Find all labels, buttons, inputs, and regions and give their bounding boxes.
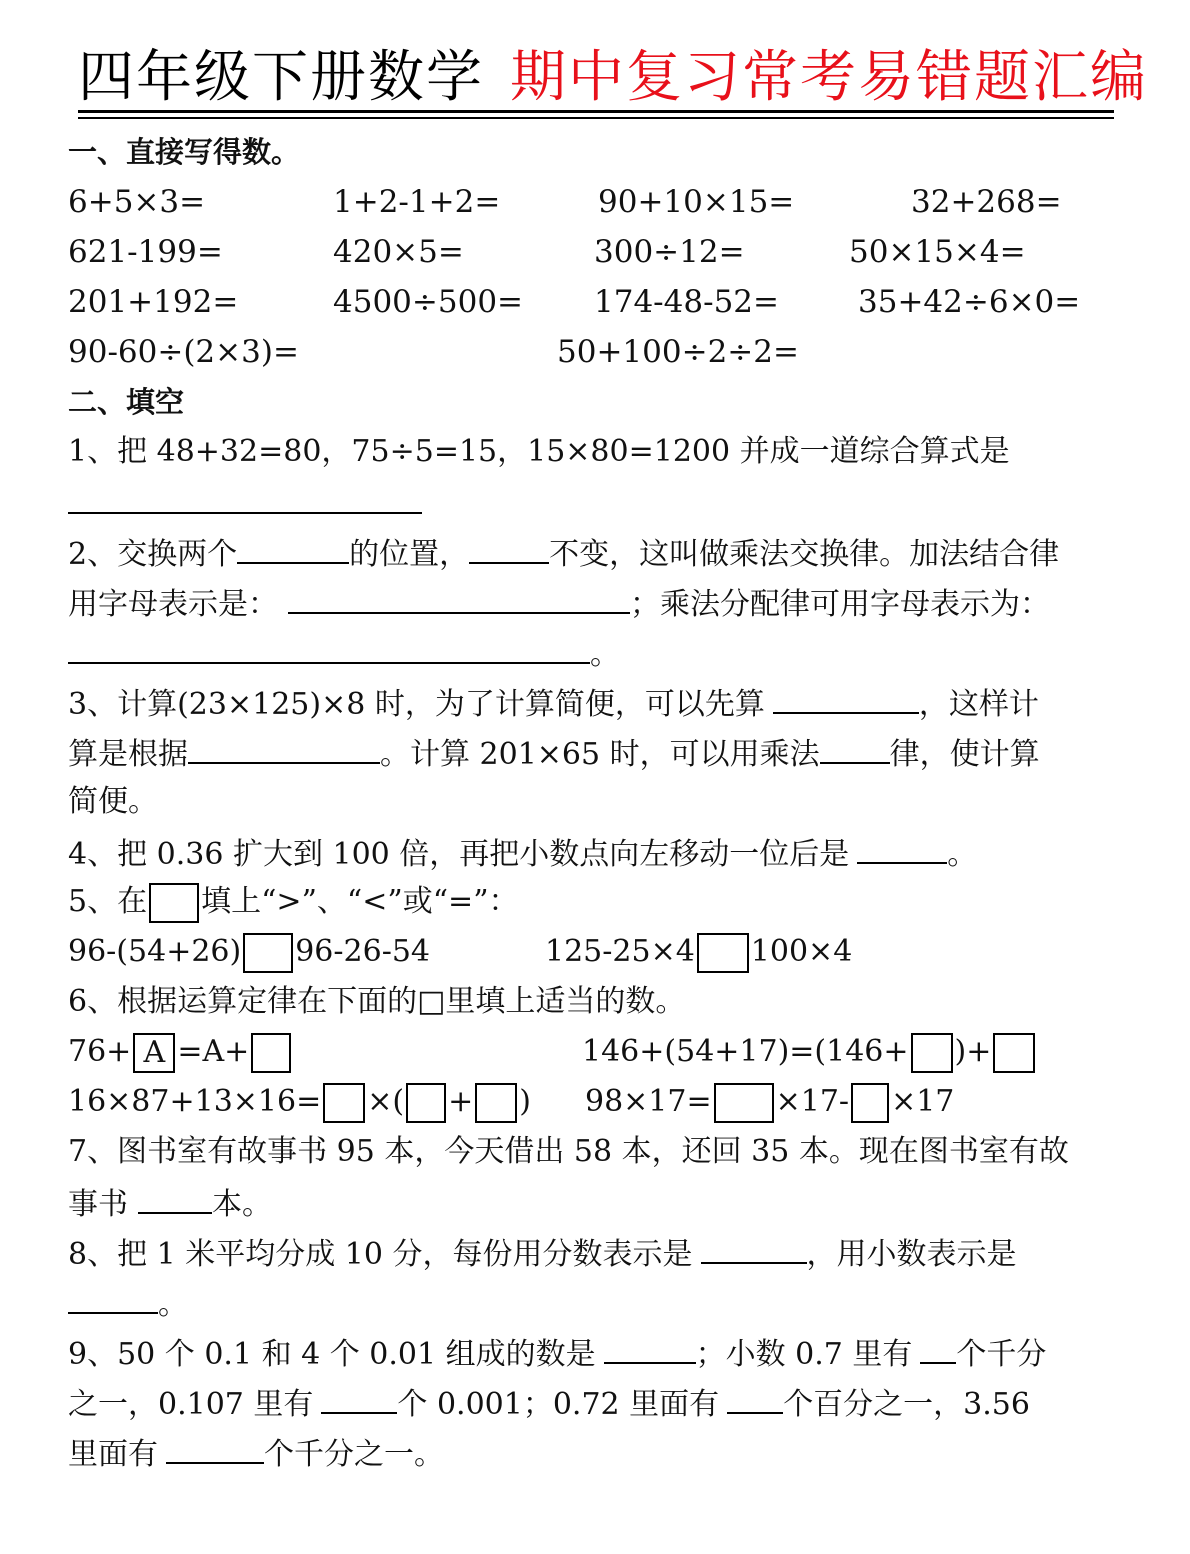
calc-item: 174-48-52= [594, 284, 779, 320]
expression: )+ [954, 1034, 992, 1069]
question-6-eq-3 [68, 1082, 531, 1123]
calc-item: 6+5×3= [68, 184, 206, 220]
question-7 [68, 1132, 1069, 1172]
question-4 [68, 832, 977, 875]
title-underline-thick [78, 110, 1114, 113]
question-5-compare-2 [545, 932, 852, 973]
question-3-text: 简便。 [68, 784, 158, 819]
question-7-line2 [68, 1182, 272, 1225]
question-6-eq-2 [582, 1032, 1037, 1073]
question-3-text: 3、计算(23×125)×8 时，为了计算简便，可以先算 [68, 687, 765, 722]
question-2-text: 2、交换两个 [68, 537, 238, 572]
answer-box[interactable] [475, 1083, 517, 1123]
calc-item: 90+10×15= [598, 184, 795, 220]
answer-blank[interactable] [138, 1182, 212, 1214]
expression: 146+(54+17)=(146+ [582, 1034, 909, 1069]
question-9-text: 个 0.001；0.72 里面有 [397, 1387, 720, 1422]
question-2-text: 不变，这叫做乘法交换律。加法结合律 [549, 537, 1060, 572]
question-6-eq-1 [68, 1032, 293, 1073]
question-5-text: 5、在 [68, 884, 148, 919]
answer-blank[interactable] [773, 682, 919, 714]
section2-heading: 二、填空 [68, 385, 185, 419]
answer-blank[interactable] [820, 732, 890, 764]
expression: + [448, 1084, 474, 1119]
answer-blank[interactable] [920, 1332, 956, 1364]
question-9-text: 9、50 个 0.1 和 4 个 0.01 组成的数是 [68, 1337, 596, 1372]
expression: 76+ [68, 1034, 132, 1069]
question-4-text: 4、把 0.36 扩大到 100 倍，再把小数点向左移动一位后是 [68, 837, 850, 872]
question-2 [68, 532, 1059, 575]
question-8-line2 [68, 1282, 188, 1325]
answer-box[interactable] [993, 1033, 1035, 1073]
expression: ×17- [775, 1084, 850, 1119]
expression: 100×4 [750, 934, 853, 969]
calc-item: 201+192= [68, 284, 239, 320]
question-9-text: 之一，0.107 里有 [68, 1387, 314, 1422]
answer-blank[interactable] [857, 832, 947, 864]
answer-blank[interactable] [68, 1282, 158, 1314]
calc-item: 50×15×4= [849, 234, 1026, 270]
expression: 125-25×4 [545, 934, 695, 969]
section1-heading: 一、直接写得数。 [68, 135, 301, 169]
answer-blank[interactable] [188, 732, 380, 764]
expression: 96-(54+26) [68, 934, 242, 969]
expression: 98×17= [585, 1084, 712, 1119]
calc-item: 300÷12= [594, 234, 745, 270]
question-3-text: ，这样计 [918, 687, 1039, 722]
question-2-line2 [68, 582, 1050, 625]
question-6-eq-4 [585, 1082, 954, 1123]
question-2-line3 [68, 632, 620, 675]
answer-blank[interactable] [68, 632, 590, 664]
question-8-text: 8、把 1 米平均分成 10 分，每份用分数表示是 [68, 1237, 693, 1272]
question-6 [68, 982, 685, 1022]
expression: 16×87+13×16= [68, 1084, 322, 1119]
calc-item: 90-60÷(2×3)= [68, 334, 299, 370]
question-5-compare-1 [68, 932, 430, 973]
question-8-text: ，用小数表示是 [806, 1237, 1017, 1272]
question-8 [68, 1232, 1017, 1275]
expression: ) [519, 1084, 531, 1119]
calc-item: 621-199= [68, 234, 223, 270]
answer-blank[interactable] [469, 532, 549, 564]
title-grade: 四年级下册数学 [78, 45, 484, 110]
question-9-text: 个千分 [956, 1337, 1047, 1372]
calc-item: 50+100÷2÷2= [557, 334, 799, 370]
question-3-line3 [68, 782, 158, 822]
answer-box[interactable] [851, 1083, 889, 1123]
answer-box[interactable] [911, 1033, 953, 1073]
answer-box[interactable] [323, 1083, 365, 1123]
title-underline-thin [78, 117, 1114, 119]
question-3-line2 [68, 732, 1040, 775]
question-9-text: ；小数 0.7 里有 [695, 1337, 913, 1372]
answer-box[interactable] [243, 933, 293, 973]
answer-blank[interactable] [166, 1432, 264, 1464]
answer-blank[interactable] [604, 1332, 696, 1364]
title-topic: 期中复习常考易错题汇编 [510, 45, 1148, 110]
question-5 [68, 882, 519, 923]
answer-box[interactable] [697, 933, 749, 973]
question-3-text: 律，使计算 [889, 737, 1040, 772]
question-7-text: 事书 [68, 1187, 128, 1222]
answer-blank[interactable] [288, 582, 630, 614]
question-2-text: ；乘法分配律可用字母表示为： [630, 587, 1050, 622]
question-9-text: 个千分之一。 [264, 1437, 444, 1472]
question-9-line2 [68, 1382, 1030, 1425]
question-9 [68, 1332, 1046, 1375]
calc-item: 32+268= [911, 184, 1062, 220]
question-1 [68, 432, 1010, 472]
question-9-text: 里面有 [68, 1437, 158, 1472]
calc-item: 4500÷500= [333, 284, 524, 320]
answer-blank[interactable] [237, 532, 349, 564]
answer-blank[interactable] [727, 1382, 783, 1414]
expression: =A+ [177, 1034, 250, 1069]
question-3-text: 。计算 201×65 时，可以用乘法 [380, 737, 820, 772]
calc-item: 1+2-1+2= [333, 184, 501, 220]
answer-blank[interactable] [68, 482, 422, 514]
page-title [78, 38, 1148, 118]
question-2-text: 。 [590, 637, 620, 672]
answer-box[interactable] [251, 1033, 291, 1073]
calc-item: 35+42÷6×0= [858, 284, 1081, 320]
answer-box [149, 883, 199, 923]
calc-item: 420×5= [333, 234, 464, 270]
answer-box[interactable] [714, 1083, 774, 1123]
expression: ×17 [891, 1084, 955, 1119]
question-8-text: 。 [158, 1287, 188, 1322]
answer-box[interactable] [406, 1083, 446, 1123]
question-5-text: 填上“>”、“<”或“=”： [201, 884, 519, 919]
answer-blank[interactable] [701, 1232, 807, 1264]
question-6-text: 6、根据运算定律在下面的□里填上适当的数。 [68, 984, 686, 1019]
question-1-answer-line [68, 482, 422, 525]
question-9-text: 个百分之一，3.56 [783, 1387, 1030, 1422]
question-3-text: 算是根据 [68, 737, 188, 772]
expression: ×( [367, 1084, 405, 1119]
question-7-text: 7、图书室有故事书 95 本，今天借出 58 本，还回 35 本。现在图书室有故 [68, 1134, 1069, 1169]
question-7-text: 本。 [212, 1187, 272, 1222]
question-2-text: 用字母表示是： [68, 587, 278, 622]
question-3 [68, 682, 1039, 725]
answer-blank[interactable] [321, 1382, 397, 1414]
question-1-text: 1、把 48+32=80，75÷5=15，15×80=1200 并成一道综合算式是 [68, 434, 1010, 469]
expression: 96-26-54 [295, 934, 430, 969]
answer-box: A [133, 1033, 175, 1073]
question-4-text: 。 [947, 837, 978, 872]
question-9-line3 [68, 1432, 444, 1475]
question-2-text: 的位置， [349, 537, 470, 572]
